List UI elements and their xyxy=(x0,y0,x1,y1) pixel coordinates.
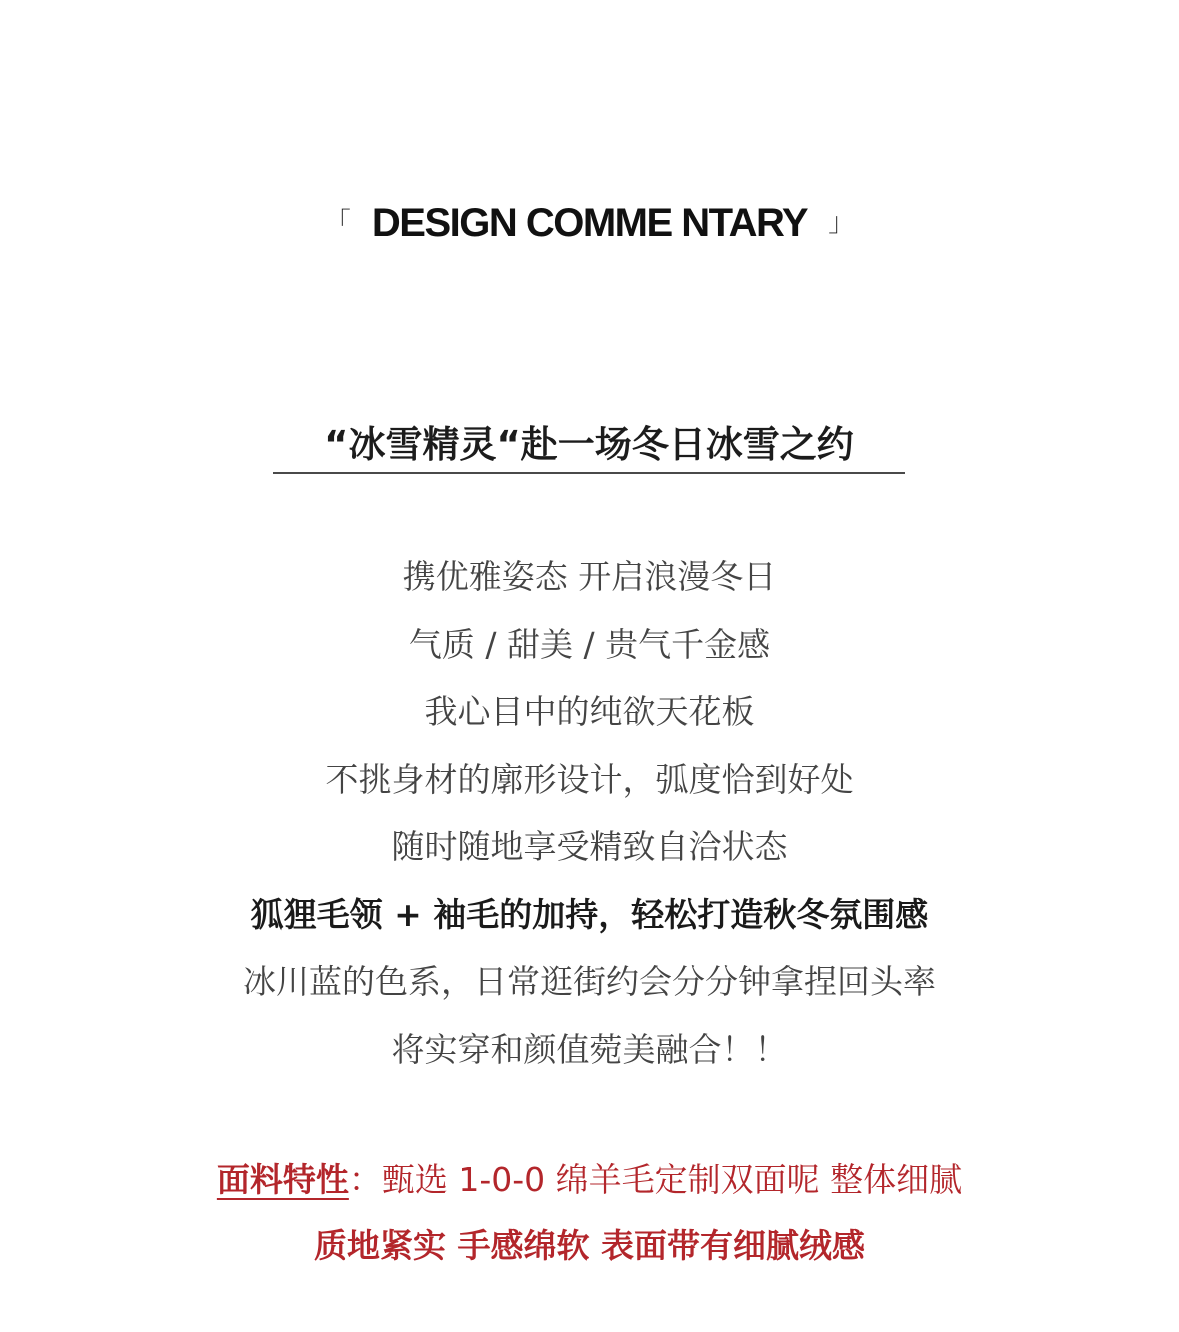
subtitle: “冰雪精灵“赴一场冬日冰雪之约 xyxy=(273,420,905,474)
heading-close-bracket: 」 xyxy=(828,208,855,238)
description-line: 将实穿和颜值菀美融合！！ xyxy=(391,1029,788,1069)
description-line-highlight: 狐狸毛领 + 袖毛的加持，轻松打造秋冬氛围感 xyxy=(250,894,929,934)
fabric-feature xyxy=(0,1150,1179,1210)
description-lines xyxy=(0,547,1179,1087)
description-line: 我心目中的纯欲天花板 xyxy=(424,692,755,731)
fabric-feature-detail: 质地紧实 手感绵软 表面带有细腻绒感 xyxy=(314,1226,865,1265)
description-line: 气质 / 甜美 / 贵气千金感 xyxy=(408,624,771,664)
fabric-label: 面料特性 xyxy=(216,1160,349,1199)
heading-open-bracket: 「 xyxy=(324,208,351,238)
fabric-value: ：甄选 1-0-0 绵羊毛定制双面呢 整体细腻 xyxy=(348,1160,963,1199)
description-line: 冰川蓝的色系，日常逛街约会分分钟拿捏回头率 xyxy=(243,962,936,1001)
description-line: 携优雅姿态 开启浪漫冬日 xyxy=(402,557,777,596)
description-line: 随时随地享受精致自洽状态 xyxy=(391,827,788,866)
heading xyxy=(0,196,1179,250)
heading-title: DESIGN COMME NTARY xyxy=(371,201,808,245)
description-line: 不挑身材的廓形设计，弧度恰到好处 xyxy=(325,759,854,799)
